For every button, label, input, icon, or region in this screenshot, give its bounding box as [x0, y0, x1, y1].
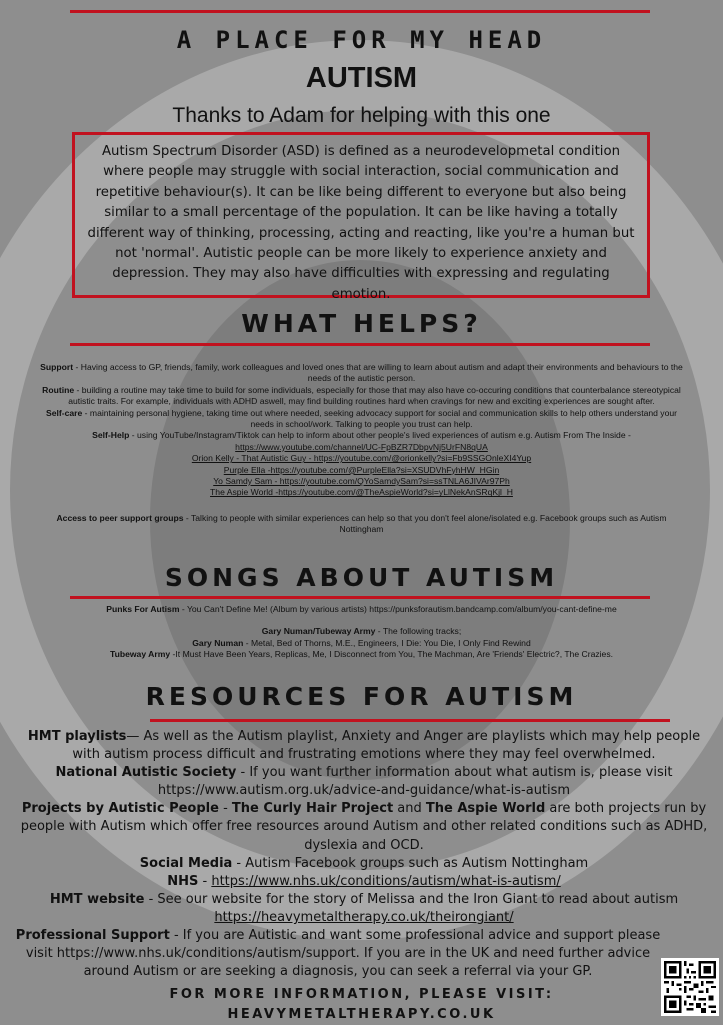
professional-support-item: Professional Support - If you are Autistic and want some professional advice and support please visit https://www.nhs.uk/conditions/autism/support. If you are in the UK and need further advice around Autism or are seeking a diagnosis, you can seek a referral via your GP. [15, 928, 661, 980]
page-title: AUTISM [305, 62, 418, 94]
nhs-item: NHS - https://www.nhs.uk/conditions/autism/what-is-autism/ [167, 873, 561, 889]
hmt-website-item: HMT website - See our website for the story of Melissa and the Iron Giant to read about autism [49, 891, 679, 907]
gary-tubeway-item: Gary Numan/Tubeway Army - The following tracks; [261, 626, 462, 637]
gary-item: Gary Numan - Metal, Bed of Thorns, M.E., Engineers, I Die: You Die, I Only Find Rewind [192, 637, 531, 648]
nas-item: National Autistic Society - If you want further information about what autism is, please visit https://www.autism.org.uk/advice-and-guidance/what-is-autism [55, 765, 673, 799]
songs-section [40, 604, 683, 661]
youtube-link-yo-samdy-sam[interactable]: Yo Samdy Sam - https://youtube.com/QYoSamdySam?si=ssTNLA6JIVAr97Ph [213, 476, 510, 487]
routine-item: Routine - building a routine may take time to build for some individuals, especially for those that may also have co-occuring conditions that counterbalance stereotypical autistic traits. For example, individuals with ADHD aswell, may find building routines hard when cravings for new and exciting experiences are sought after. [42, 384, 681, 407]
youtube-link-orion-kelly[interactable]: Orion Kelly - That Autistic Guy - https://youtube.com/@orionkelly?si=Fb9SSGOnleXI4Yup [191, 453, 532, 464]
top-rule [70, 10, 650, 13]
resources-section [14, 728, 714, 981]
what-helps-rule [70, 343, 650, 346]
qr-code-graphic [664, 961, 716, 1013]
footer [0, 985, 723, 1025]
youtube-link-autism-from-inside[interactable]: https://www.youtube.com/channel/UC-FpBZR7DbpvNj5UrFN8qUA [235, 441, 488, 452]
what-helps-section [40, 362, 683, 536]
nhs-link[interactable]: https://www.nhs.uk/conditions/autism/what-is-autism/ [211, 873, 561, 889]
selfhelp-item: Self-Help - using YouTube/Instagram/Tiktok can help to inform about other people's lived experiences of autism e.g. Autism From The Inside - [92, 430, 631, 441]
hmt-playlists-item: HMT playlists— As well as the Autism playlist, Anxiety and Anger are playlists which may help people with autism process difficult and frustrating emotions where they may feel overwhelmed. [27, 729, 701, 763]
qr-code [661, 958, 719, 1016]
youtube-link-purple-ella[interactable]: Purple Ella -https://youtube.com/@PurpleElla?si=XSUDVhFyhHW_HGin [223, 464, 500, 475]
brand-title: A PLACE FOR MY HEAD [176, 26, 547, 54]
spacer [40, 615, 683, 626]
social-media-item: Social Media - Autism Facebook groups such as Autism Nottingham [139, 855, 589, 871]
songs-heading: SONGS ABOUT AUTISM [164, 563, 559, 592]
selfcare-item: Self-care - maintaining personal hygiene, taking time out where needed, seeking advocacy support for social and communication skills to help others understand your needs in school/work. Talking to people you trust can help. [45, 407, 678, 430]
footer-website[interactable]: HEAVYMETALTHERAPY.CO.UK [227, 1007, 496, 1022]
songs-rule [70, 596, 650, 599]
support-item: Support - Having access to GP, friends, family, work colleagues and loved ones that are willing to learn about autism and adapt their environments and behaviours to the needs of the autistic person. [40, 362, 683, 384]
thanks-line: Thanks to Adam for helping with this one [172, 104, 551, 127]
resources-heading: RESOURCES FOR AUTISM [145, 682, 578, 711]
punks-item: Punks For Autism - You Can't Define Me! (Album by various artists) https://punksforautism.bandcamp.com/album/you-cant-define-me [106, 604, 617, 614]
spacer [40, 499, 683, 513]
youtube-link-aspie-world[interactable]: The Aspie World -https://youtube.com/@TheAspieWorld?si=yLlNekAnSRqKjl_H [210, 487, 513, 498]
definition-box: Autism Spectrum Disorder (ASD) is defined as a neurodevelopmetal condition where people may struggle with social interaction, social communication and repetitive behaviour(s). It can be like being different to everyone but also being similar to a small percentage of the population. It can be like having a totally different way of thinking, processing, acting and reacting, like you're a human but not 'normal'. Autistic people can be more likely to experience anxiety and depression. They may also have difficulties with expressing and regulating emotion. [72, 132, 650, 298]
footer-line-1: FOR MORE INFORMATION, PLEASE VISIT: [169, 987, 554, 1002]
resources-rule [150, 719, 670, 722]
what-helps-heading: WHAT HELPS? [241, 309, 482, 338]
tubeway-item: Tubeway Army -It Must Have Been Years, Replicas, Me, I Disconnect from You, The Machman, Are 'Friends' Electric?, The Crazies. [109, 649, 614, 660]
iron-giant-link[interactable]: https://heavymetaltherapy.co.uk/theirongiant/ [214, 909, 514, 925]
projects-item: Projects by Autistic People - The Curly Hair Project and The Aspie World are both projects run by people with Autism which offer free resources around Autism and other related conditions such as ADHD, dyslexia and OCD. [20, 801, 708, 853]
peer-support-item: Access to peer support groups - Talking to people with similar experiences can help so that you don't feel alone/isolated e.g. Facebook groups such as Autism Nottingham [56, 512, 667, 535]
